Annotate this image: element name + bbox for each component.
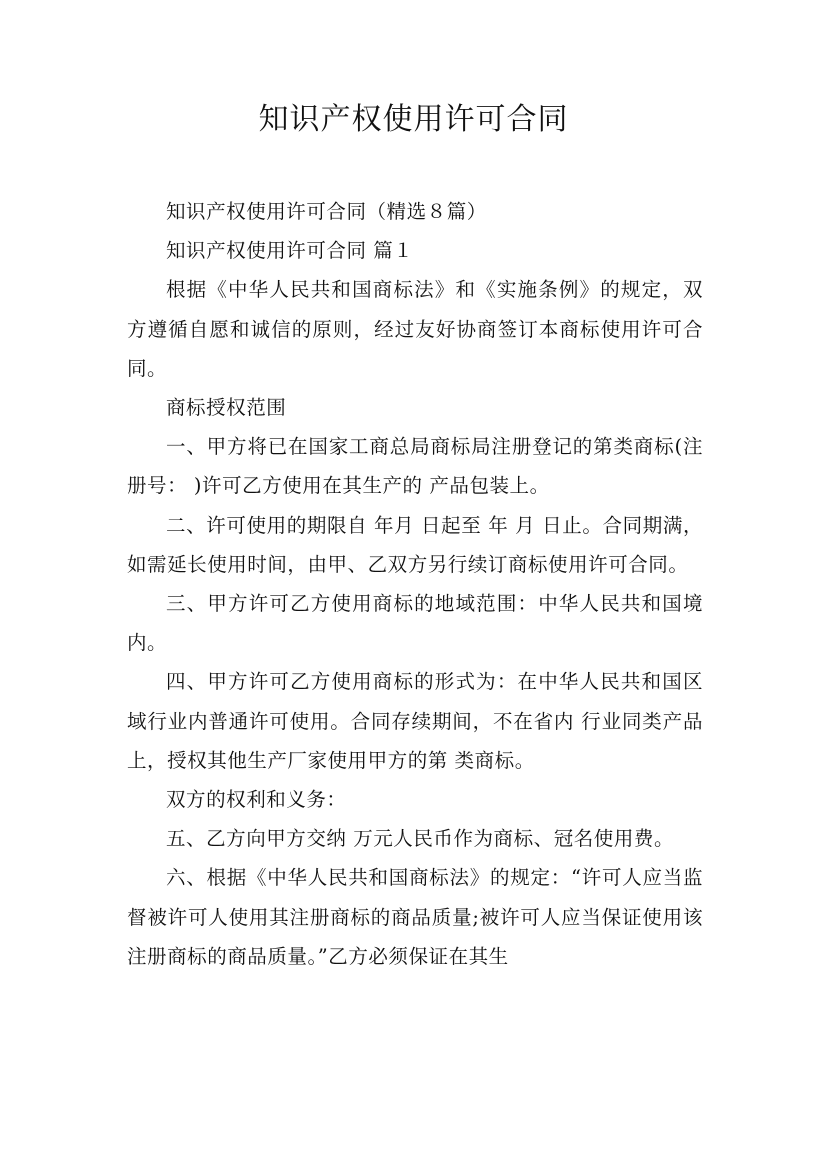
paragraph-preamble: 根据《中华人民共和国商标法》和《实施条例》的规定，双方遵循自愿和诚信的原则，经过友好协商签订本商标使用许可合同。 — [127, 278, 703, 380]
paragraph-clause-5: 五、乙方向甲方交纳 万元人民币作为商标、冠名使用费。 — [166, 827, 674, 851]
paragraph-clause-1: 一、甲方将已在国家工商总局商标局注册登记的第类商标(注册号： )许可乙方使用在其生产的 产品包装上。 — [127, 435, 703, 498]
paragraph-subtitle: 知识产权使用许可合同（精选８篇） — [166, 200, 487, 223]
document-body — [127, 192, 703, 976]
paragraph-clause-3: 三、甲方许可乙方使用商标的地域范围：中华人民共和国境内。 — [127, 592, 703, 655]
paragraph-clause-2: 二、许可使用的期限自 年月 日起至 年 月 日止。合同期满，如需延长使用时间，由甲、乙双方另行续订商标使用许可合同。 — [127, 513, 703, 576]
paragraph-scope-heading: 商标授权范围 — [166, 396, 287, 420]
document-title: 知识产权使用许可合同 — [258, 102, 569, 137]
paragraph-section-heading: 知识产权使用许可合同 篇１ — [166, 239, 414, 263]
paragraph-rights-heading: 双方的权利和义务： — [166, 788, 347, 812]
paragraph-clause-4: 四、甲方许可乙方使用商标的形式为：在中华人民共和国区域行业内普通许可使用。合同存续期间，不在省内 行业同类产品上，授权其他生产厂家使用甲方的第 类商标。 — [127, 670, 703, 772]
paragraph-clause-6: 六、根据《中华人民共和国商标法》的规定：“许可人应当监督被许可人使用其注册商标的商品质量;被许可人应当保证使用该注册商标的商品质量。”乙方必须保证在其生 — [127, 866, 703, 968]
